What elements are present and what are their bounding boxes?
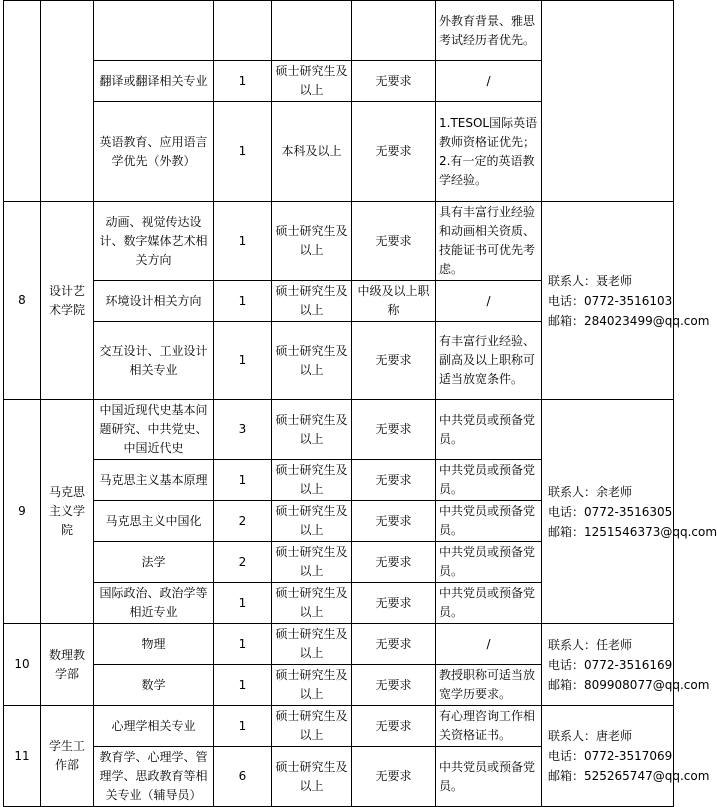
contact-phone: 电话：0772-3516305 (548, 504, 673, 519)
title-cell: 无要求 (352, 61, 436, 102)
seq-cell: 11 (4, 706, 41, 807)
requirement-cell: 1.TESOL国际英语教师资格证优先；2.有一定的英语教学经验。 (436, 102, 542, 202)
title-cell: 无要求 (352, 400, 436, 460)
major-cell: 心理学相关专业 (94, 706, 214, 747)
title-cell: 无要求 (352, 542, 436, 583)
title-cell: 无要求 (352, 102, 436, 202)
contact-cell (542, 1, 674, 202)
requirement-cell: 中共党员或预备党员。 (436, 583, 542, 624)
major-cell: 国际政治、政治学等相近专业 (94, 583, 214, 624)
requirement-cell: / (436, 624, 542, 665)
contact-email: 邮箱：809908077@qq.com (548, 677, 710, 692)
count-cell: 1 (214, 460, 272, 501)
education-cell: 硕士研究生及以上 (272, 542, 352, 583)
requirement-cell: 中共党员或预备党员。 (436, 400, 542, 460)
title-cell (352, 1, 436, 61)
requirement-cell: / (436, 281, 542, 322)
requirement-cell: 中共党员或预备党员。 (436, 501, 542, 542)
education-cell: 硕士研究生及以上 (272, 322, 352, 400)
contact-cell (542, 202, 710, 400)
requirement-cell: 中共党员或预备党员。 (436, 542, 542, 583)
contact-phone: 电话：0772-3516169 (548, 657, 673, 672)
count-cell: 1 (214, 322, 272, 400)
table-row (4, 202, 674, 281)
contact-cell (542, 706, 710, 807)
count-cell: 1 (214, 281, 272, 322)
count-cell: 2 (214, 501, 272, 542)
count-cell (214, 1, 272, 61)
title-cell: 无要求 (352, 624, 436, 665)
major-cell: 物理 (94, 624, 214, 665)
title-cell: 无要求 (352, 460, 436, 501)
count-cell: 1 (214, 102, 272, 202)
count-cell: 3 (214, 400, 272, 460)
count-cell: 6 (214, 747, 272, 807)
education-cell: 硕士研究生及以上 (272, 501, 352, 542)
count-cell: 1 (214, 583, 272, 624)
title-cell: 中级及以上职称 (352, 281, 436, 322)
count-cell: 1 (214, 61, 272, 102)
requirement-cell: 具有丰富行业经验和动画相关资质、技能证书可优先考虑。 (436, 202, 542, 281)
major-cell (94, 1, 214, 61)
title-cell: 无要求 (352, 665, 436, 706)
contact-cell (542, 624, 710, 706)
title-cell: 无要求 (352, 202, 436, 281)
contact-person: 联系人：唐老师 (548, 729, 633, 743)
requirement-cell: 中共党员或预备党员。 (436, 460, 542, 501)
count-cell: 1 (214, 202, 272, 281)
seq-cell (4, 1, 41, 202)
contact-email: 邮箱：525265747@qq.com (548, 769, 710, 783)
count-cell: 1 (214, 624, 272, 665)
title-cell: 无要求 (352, 501, 436, 542)
recruitment-table (3, 0, 717, 807)
education-cell: 硕士研究生及以上 (272, 624, 352, 665)
requirement-cell: / (436, 61, 542, 102)
contact-phone: 电话：0772-3517069 (548, 749, 673, 763)
major-cell: 翻译或翻译相关专业 (94, 61, 214, 102)
unit-cell: 学生工作部 (41, 706, 94, 807)
title-cell: 无要求 (352, 322, 436, 400)
education-cell: 硕士研究生及以上 (272, 583, 352, 624)
education-cell: 硕士研究生及以上 (272, 281, 352, 322)
title-cell: 无要求 (352, 583, 436, 624)
table-row (4, 706, 674, 747)
education-cell: 硕士研究生及以上 (272, 665, 352, 706)
table-row (4, 624, 674, 665)
major-cell: 教育学、心理学、管理学、思政教育等相关专业（辅导员） (94, 747, 214, 807)
contact-person: 联系人：聂老师 (548, 273, 633, 288)
major-cell: 交互设计、工业设计相关专业 (94, 322, 214, 400)
seq-cell: 8 (4, 202, 41, 400)
count-cell: 2 (214, 542, 272, 583)
major-cell: 马克思主义中国化 (94, 501, 214, 542)
education-cell: 硕士研究生及以上 (272, 747, 352, 807)
requirement-cell: 外教育背景、雅思考试经历者优先。 (436, 1, 542, 61)
contact-person: 联系人：任老师 (548, 637, 633, 652)
title-cell: 无要求 (352, 706, 436, 747)
education-cell: 硕士研究生及以上 (272, 460, 352, 501)
major-cell: 法学 (94, 542, 214, 583)
contact-cell (542, 400, 717, 624)
table-row (4, 400, 674, 460)
contact-email: 邮箱：1251546373@qq.com (548, 524, 717, 539)
requirement-cell: 有心理咨询工作相关资格证书。 (436, 706, 542, 747)
contact-email: 邮箱：284023499@qq.com (548, 313, 710, 328)
title-cell: 无要求 (352, 747, 436, 807)
unit-cell: 设计艺术学院 (41, 202, 94, 400)
major-cell: 环境设计相关方向 (94, 281, 214, 322)
major-cell: 中国近现代史基本问题研究、中共党史、中国近代史 (94, 400, 214, 460)
requirement-cell: 教授职称可适当放宽学历要求。 (436, 665, 542, 706)
requirement-cell: 有丰富行业经验、副高及以上职称可适当放宽条件。 (436, 322, 542, 400)
unit-cell: 马克思主义学院 (41, 400, 94, 624)
major-cell: 英语教育、应用语言学优先（外教） (94, 102, 214, 202)
seq-cell: 10 (4, 624, 41, 706)
education-cell: 本科及以上 (272, 102, 352, 202)
major-cell: 数学 (94, 665, 214, 706)
education-cell (272, 1, 352, 61)
major-cell: 马克思主义基本原理 (94, 460, 214, 501)
contact-person: 联系人：余老师 (548, 484, 633, 499)
count-cell: 1 (214, 706, 272, 747)
table-row (4, 1, 674, 61)
education-cell: 硕士研究生及以上 (272, 202, 352, 281)
education-cell: 硕士研究生及以上 (272, 706, 352, 747)
seq-cell: 9 (4, 400, 41, 624)
major-cell: 动画、视觉传达设计、数字媒体艺术相关方向 (94, 202, 214, 281)
education-cell: 硕士研究生及以上 (272, 61, 352, 102)
education-cell: 硕士研究生及以上 (272, 400, 352, 460)
unit-cell (41, 1, 94, 202)
count-cell: 1 (214, 665, 272, 706)
requirement-cell: 中共党员或预备党员。 (436, 747, 542, 807)
contact-phone: 电话：0772-3516103 (548, 293, 673, 308)
unit-cell: 数理教学部 (41, 624, 94, 706)
